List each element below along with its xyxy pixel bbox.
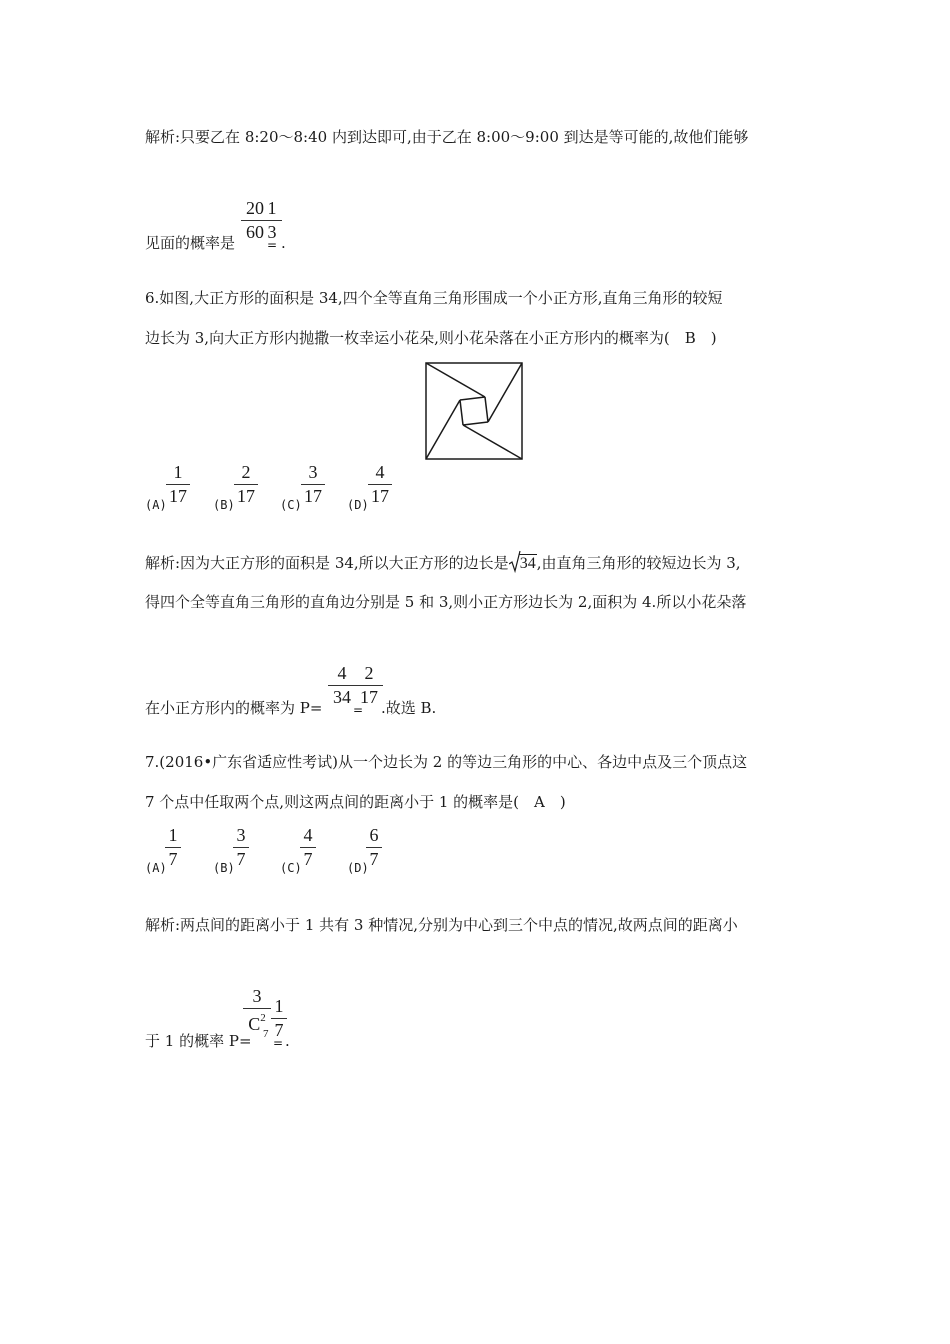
option-d-fraction [366, 826, 382, 868]
equals-sign: = [353, 703, 364, 717]
denominator: 17 [169, 486, 187, 506]
fraction-bar [300, 847, 316, 848]
numerator: 3 [236, 825, 246, 845]
numerator: 2 [241, 462, 251, 482]
denominator: 7 [274, 1020, 284, 1040]
combination-subscript: 7 [263, 1028, 269, 1040]
numerator: 20 [246, 198, 264, 218]
option-d-fraction [368, 463, 392, 505]
option-b-fraction [233, 826, 249, 868]
fraction-bar [165, 847, 181, 848]
solution-6-line-1-b: ,由直角三角形的较短边长为 3, [536, 554, 741, 572]
denominator: 17 [237, 486, 255, 506]
numerator: 3 [252, 986, 262, 1006]
denominator: 7 [236, 849, 246, 869]
solution-7-line-2-prefix: 于 1 的概率 P= [145, 1032, 252, 1050]
option-a-fraction [166, 463, 190, 505]
numerator: 6 [369, 825, 379, 845]
fraction-bar [262, 220, 282, 221]
equals-sign: = [267, 238, 278, 252]
period: . [281, 234, 286, 252]
numerator: 3 [308, 462, 318, 482]
fraction-bar [243, 1008, 271, 1009]
solution-6-line-1-a: 解析:因为大正方形的面积是 34,所以大正方形的边长是 [145, 554, 509, 572]
question-7-line-1: 7.(2016•广东省适应性考试)从一个边长为 2 的等边三角形的中心、各边中点及三个顶点这 [145, 753, 748, 771]
option-a-label: (A) [145, 498, 167, 512]
triangle-edge-4 [426, 400, 460, 459]
option-c-label: (C) [280, 498, 302, 512]
fraction-bar [366, 847, 382, 848]
fraction-3-over-c-7-2 [243, 986, 271, 1040]
fraction-bar [368, 484, 392, 485]
numerator: 4 [375, 462, 385, 482]
solution-6-line-1 [145, 553, 741, 574]
sqrt-radical-sign [509, 550, 521, 573]
solution-5-line-2-prefix: 见面的概率是 [145, 234, 236, 252]
fraction-bar [233, 847, 249, 848]
small-square-edge-4 [460, 400, 463, 425]
option-c-label: (C) [280, 861, 302, 875]
numerator: 1 [173, 462, 183, 482]
option-b-label: (B) [213, 498, 235, 512]
numerator: 2 [364, 663, 374, 683]
option-d-label: (D) [347, 498, 369, 512]
denominator: 34 [333, 687, 351, 707]
question-7-line-2: 7 个点中任取两个点,则这两点间的距离小于 1 的概率是( A ) [145, 793, 566, 811]
triangle-edge-2 [488, 363, 522, 422]
solution-5-line-1: 解析:只要乙在 8:20～8:40 内到达即可,由于乙在 8:00～9:00 到达是等可能的,故他们能够 [145, 128, 749, 146]
question-6-line-2: 边长为 3,向大正方形内抛撒一枚幸运小花朵,则小花朵落在小正方形内的概率为( B ) [145, 329, 717, 347]
fraction-bar [271, 1018, 287, 1019]
denominator: 17 [371, 486, 389, 506]
fraction-bar [328, 685, 356, 686]
fraction-bar [234, 484, 258, 485]
solution-6-conclusion: .故选 B. [381, 699, 437, 717]
solution-6-line-3-prefix: 在小正方形内的概率为 P= [145, 699, 323, 717]
numerator: 1 [274, 996, 284, 1016]
sqrt-radicand: 34 [519, 555, 536, 572]
sqrt-expression [509, 553, 537, 574]
option-c-fraction [301, 463, 325, 505]
denominator: 60 [246, 222, 264, 242]
denominator: 17 [360, 687, 378, 707]
small-square-edge-3 [463, 422, 488, 425]
solution-7-line-1: 解析:两点间的距离小于 1 共有 3 种情况,分别为中心到三个中点的情况,故两点间的距离小 [145, 916, 738, 934]
option-d-label: (D) [347, 861, 369, 875]
numerator: 4 [337, 663, 347, 683]
option-b-label: (B) [213, 861, 235, 875]
numerator: 1 [267, 198, 277, 218]
period: . [285, 1032, 290, 1050]
option-c-fraction [300, 826, 316, 868]
large-square [426, 363, 522, 459]
denominator: 17 [304, 486, 322, 506]
fraction-bar [301, 484, 325, 485]
denominator [243, 1011, 271, 1040]
fraction-bar [166, 484, 190, 485]
small-square-edge-1 [460, 397, 485, 400]
denominator: 7 [168, 849, 178, 869]
small-square-edge-2 [485, 397, 488, 422]
question-6-line-1: 6.如图,大正方形的面积是 34,四个全等直角三角形围成一个小正方形,直角三角形的较短 [145, 289, 723, 307]
triangle-edge-1 [426, 363, 485, 397]
pinwheel-square-figure [420, 357, 532, 465]
option-b-fraction [234, 463, 258, 505]
combination-symbol: C [248, 1014, 261, 1034]
option-a-label: (A) [145, 861, 167, 875]
fraction-bar [355, 685, 383, 686]
denominator: 7 [369, 849, 379, 869]
solution-6-line-2: 得四个全等直角三角形的直角边分别是 5 和 3,则小正方形边长为 2,面积为 4.所以小花朵落 [145, 593, 747, 611]
option-a-fraction [165, 826, 181, 868]
denominator: 7 [303, 849, 313, 869]
triangle-edge-3 [463, 425, 522, 459]
numerator: 1 [168, 825, 178, 845]
denominator: 3 [267, 222, 277, 242]
equals-sign: = [273, 1036, 284, 1050]
combination-superscript: 2 [260, 1012, 266, 1024]
numerator: 4 [303, 825, 313, 845]
fraction-4-34 [328, 664, 356, 706]
